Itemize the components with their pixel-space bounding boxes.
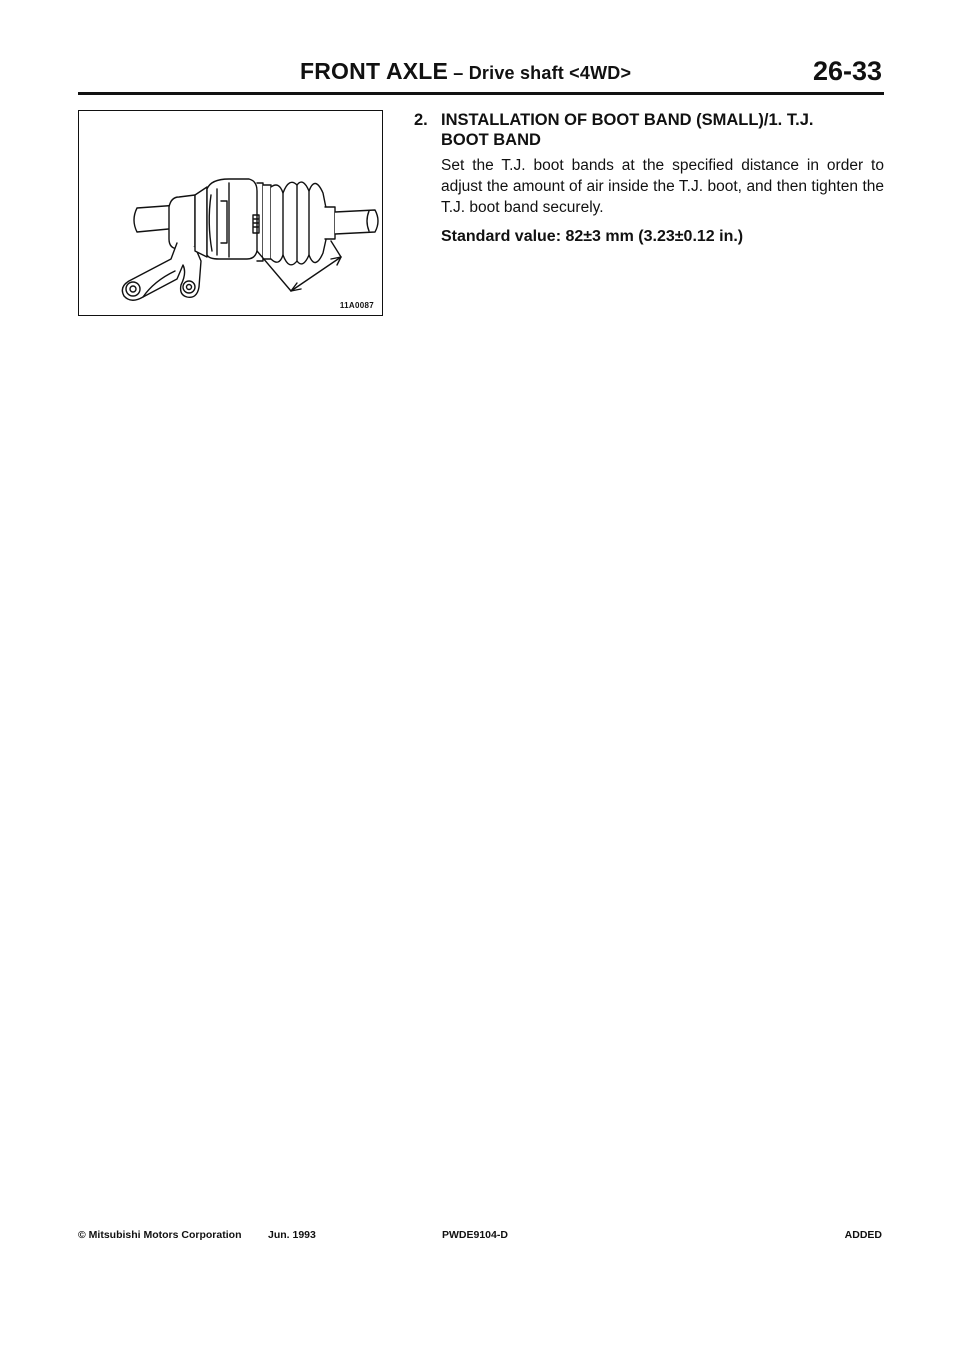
step-description: Set the T.J. boot bands at the specified distance in order to adjust the amount of air inside the T.J. boot, and then tighten the T.J. boot band securely.	[441, 157, 884, 216]
figure-frame	[78, 110, 383, 316]
drive-shaft-boot-band-illustration	[79, 111, 384, 317]
subsection-name: Drive shaft <4WD>	[468, 63, 632, 83]
standard-value: Standard value: 82±3 mm (3.23±0.12 in.)	[441, 228, 744, 245]
page-title	[300, 58, 631, 85]
step-title-line2: BOOT BAND	[441, 131, 541, 149]
section-heading	[414, 110, 884, 150]
header-divider	[78, 92, 884, 95]
step-title-line1: INSTALLATION OF BOOT BAND (SMALL)/1. T.J.	[441, 111, 814, 129]
step-number: 2.	[414, 111, 428, 129]
footer-doc-code: PWDE9104-D	[442, 1229, 508, 1241]
figure-code: 11A0087	[339, 301, 374, 310]
footer-copyright: © Mitsubishi Motors Corporation	[78, 1229, 242, 1241]
footer-status: ADDED	[844, 1229, 882, 1241]
footer-date: Jun. 1993	[268, 1229, 316, 1241]
section-name: FRONT AXLE	[300, 58, 449, 84]
page-number: 26-33	[812, 56, 882, 86]
title-separator: –	[448, 63, 469, 83]
